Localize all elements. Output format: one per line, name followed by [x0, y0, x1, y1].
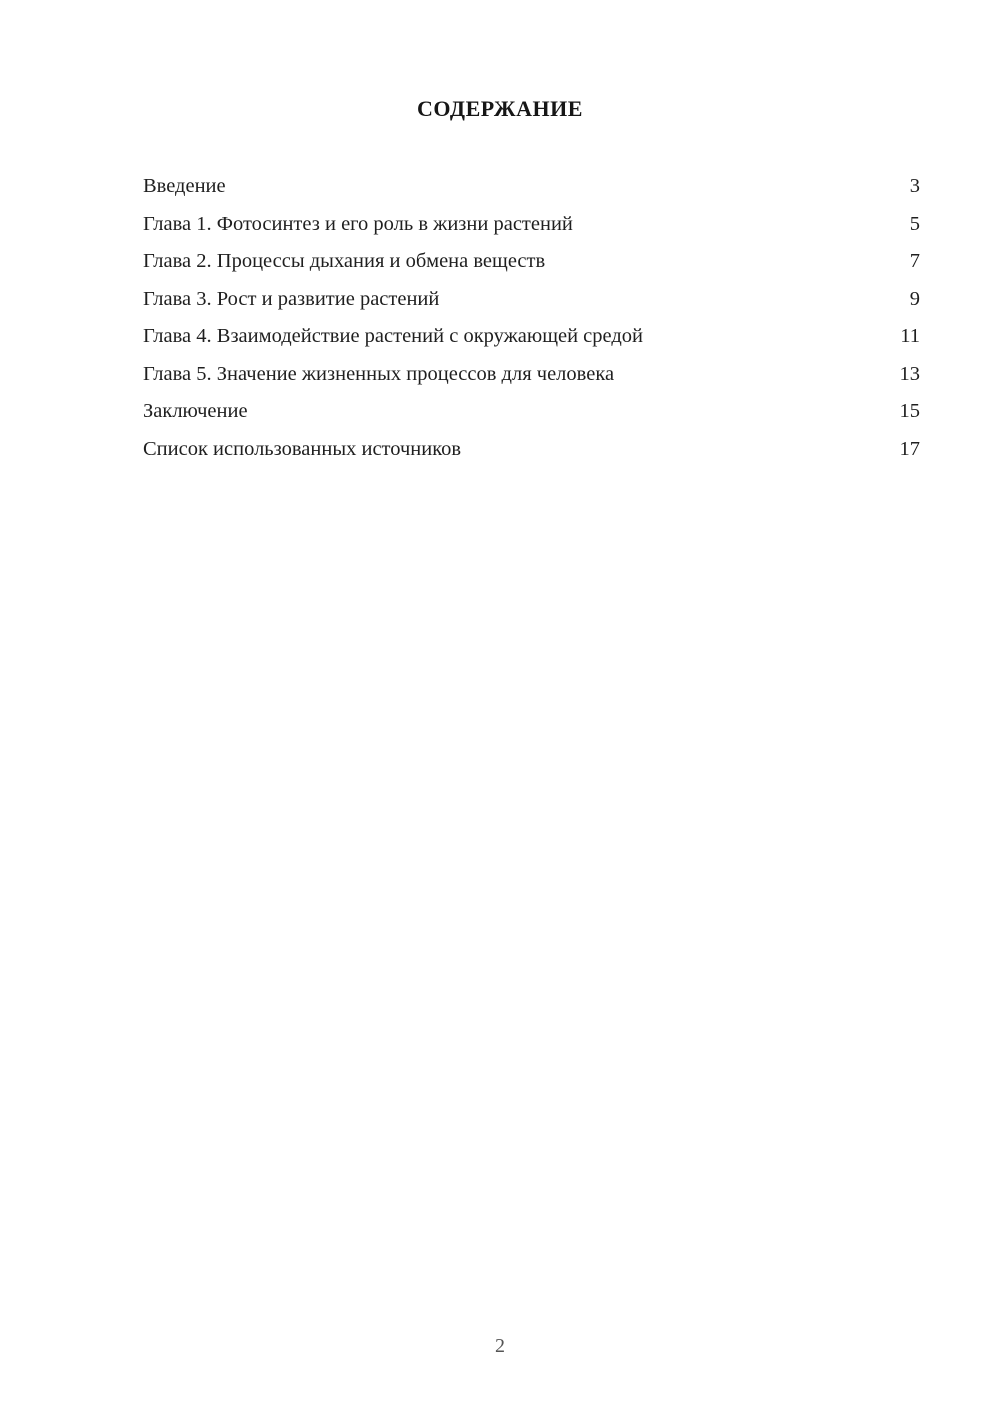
- toc-entry-page: 17: [899, 437, 920, 460]
- toc-entry-page: 3: [909, 175, 920, 197]
- toc-entry-page: 13: [899, 362, 920, 385]
- toc-entry-page: 11: [900, 325, 920, 347]
- toc-entry-page: 7: [909, 250, 920, 272]
- toc-entry-label: Глава 4. Взаимодействие растений с окружающей средой: [143, 325, 643, 347]
- toc-entry-label: Глава 2. Процессы дыхания и обмена веществ: [143, 250, 546, 272]
- toc-list: [143, 168, 920, 468]
- page-title: СОДЕРЖАНИЕ: [417, 96, 583, 121]
- toc-entry-label: Введение: [143, 175, 226, 197]
- toc-entry-label: Глава 3. Рост и развитие растений: [143, 287, 440, 310]
- toc-entry-row: [143, 431, 920, 469]
- toc-entry-row: [143, 168, 920, 206]
- toc-entry-row: [143, 393, 920, 431]
- toc-entry-label: Список использованных источников: [143, 437, 462, 460]
- toc-entry-label: Глава 1. Фотосинтез и его роль в жизни растений: [143, 212, 573, 235]
- toc-entry-row: [143, 281, 920, 319]
- toc-entry-page: 5: [909, 212, 920, 235]
- toc-entry-page: 15: [899, 400, 920, 422]
- toc-entry-row: [143, 318, 920, 356]
- toc-entry-row: [143, 356, 920, 394]
- toc-entry-label: Заключение: [143, 400, 248, 422]
- toc-entry-label: Глава 5. Значение жизненных процессов для человека: [143, 362, 615, 385]
- toc-entry-row: [143, 243, 920, 281]
- footer-page-number: 2: [495, 1335, 505, 1357]
- toc-entry-page: 9: [909, 287, 920, 310]
- toc-entry-row: [143, 206, 920, 244]
